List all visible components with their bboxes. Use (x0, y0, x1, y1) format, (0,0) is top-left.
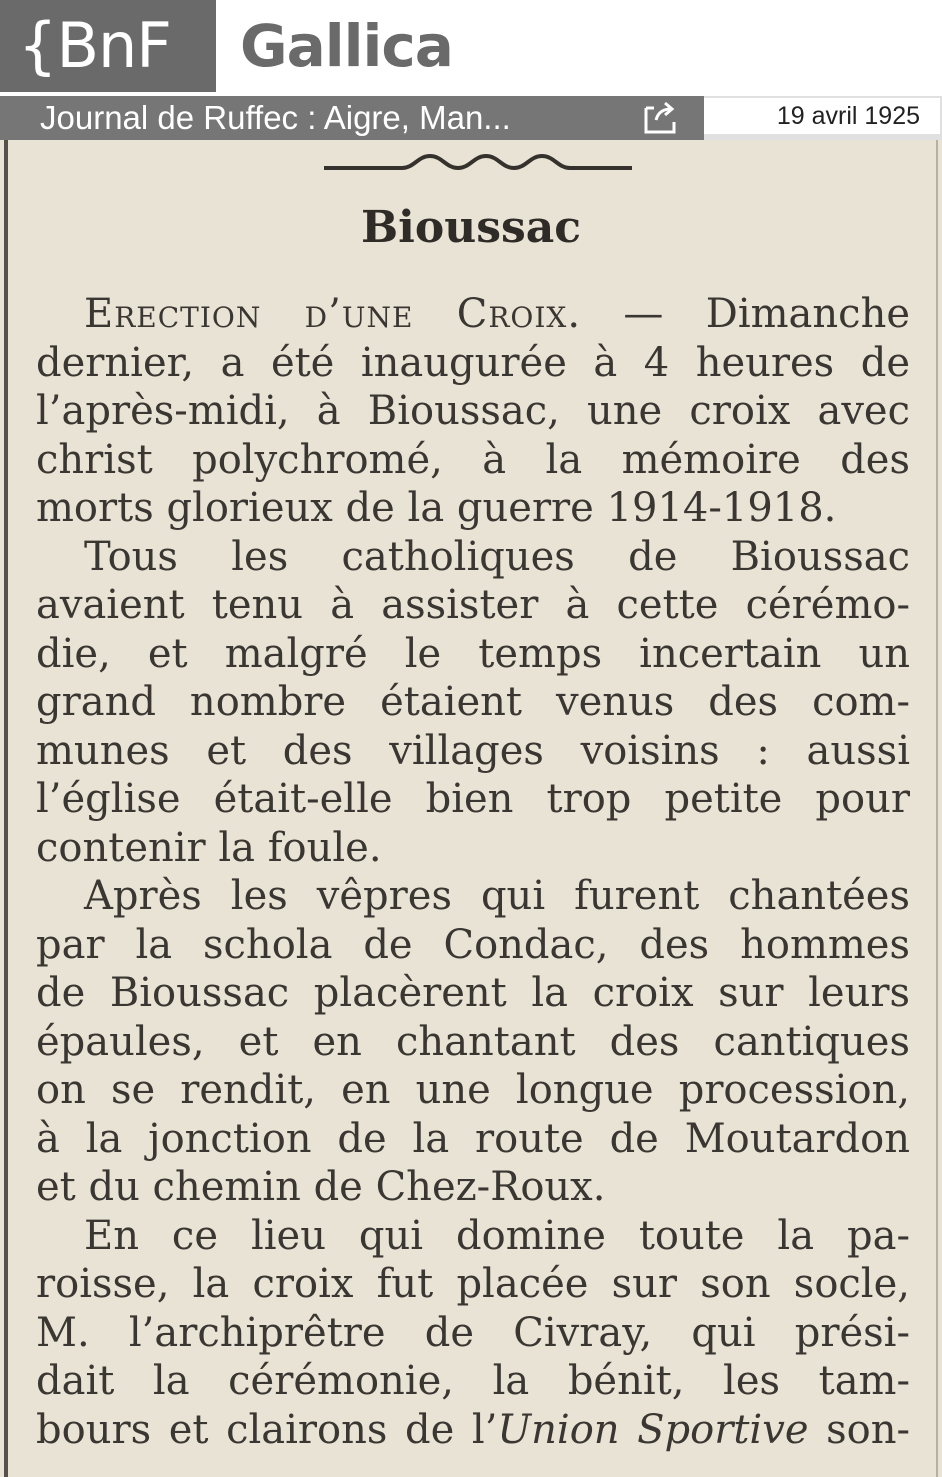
text-line: par la schola de Condac, des hommes (36, 921, 910, 968)
text-line: dernier, a été inaugurée à 4 heures de (36, 339, 910, 386)
column-rule-right (936, 140, 938, 1477)
document-page-image[interactable] (0, 140, 942, 1477)
text-line (36, 1406, 910, 1455)
text-line: En ce lieu qui domine toute la pa- (84, 1212, 910, 1259)
text-line: munes et des villages voisins : aussi (36, 727, 910, 774)
text-line: grand nombre étaient venus des com- (36, 679, 910, 725)
text-line: morts glorieux de la guerre 1914-1918. (36, 485, 837, 531)
article-body (36, 290, 910, 1454)
top-header (0, 0, 942, 96)
text-line: Après les vêpres qui furent chantées (84, 873, 910, 919)
text-line: avaient tenu à assister à cette cérémo- (36, 582, 910, 628)
text-line: épaules, et en chantant des cantiques (36, 1018, 910, 1065)
paragraph (36, 290, 910, 533)
ornament-divider (322, 148, 634, 174)
text-line: dait la cérémonie, la bénit, les tam- (36, 1358, 910, 1404)
text-line: die, et malgré le temps incertain un (36, 630, 910, 677)
section-lead: Erection d’une Croix. (84, 291, 582, 337)
text-line: de Bioussac placèrent la croix sur leurs (36, 970, 910, 1016)
document-bar (0, 96, 942, 140)
share-icon[interactable] (640, 100, 680, 136)
paragraph (36, 872, 910, 1212)
text-span: bours et clairons de l’ (36, 1406, 498, 1453)
text-line: M. l’archiprêtre de Civray, qui prési- (36, 1309, 910, 1356)
text-line: l’église était-elle bien trop petite pour (36, 776, 910, 822)
document-date: 19 avril 1925 (704, 98, 940, 134)
bnf-logo[interactable]: {BnF (0, 0, 216, 92)
paragraph (36, 533, 910, 873)
text-line (36, 290, 910, 339)
text-line: contenir la foule. (36, 824, 382, 871)
text-line: roisse, la croix fut placée sur son socle, (36, 1261, 910, 1307)
text-line: à la jonction de la route de Moutardon (36, 1115, 910, 1162)
gallica-logo[interactable]: Gallica (240, 12, 453, 80)
document-title-bar (0, 96, 704, 140)
text-line: et du chemin de Chez-Roux. (36, 1164, 606, 1210)
paragraph (36, 1212, 910, 1455)
text-line: Tous les catholiques de Bioussac (84, 533, 910, 580)
text-span: son- (808, 1406, 910, 1453)
text-line: on se rendit, en une longue procession, (36, 1067, 910, 1113)
column-rule-left (4, 140, 8, 1477)
text-line: l’après-midi, à Bioussac, une croix avec (36, 388, 910, 434)
italic-name: Union Sportive (497, 1406, 809, 1453)
text-span: — Dimanche (581, 291, 910, 337)
document-title[interactable]: Journal de Ruffec : Aigre, Man... (40, 99, 511, 136)
text-line: christ polychromé, à la mémoire des (36, 436, 910, 483)
article-heading: Bioussac (360, 202, 582, 253)
